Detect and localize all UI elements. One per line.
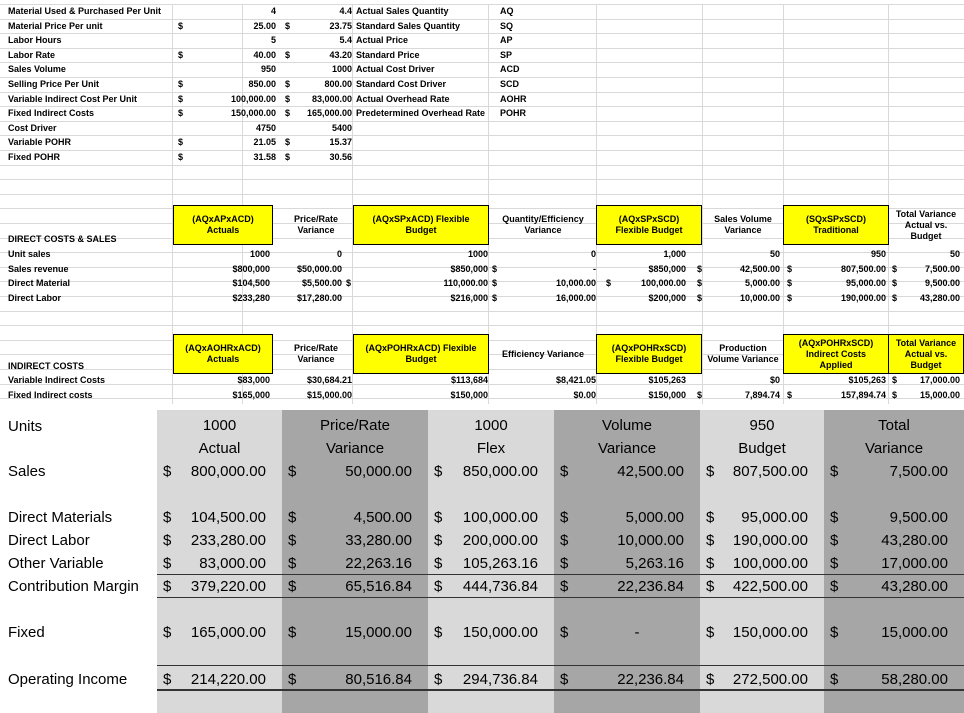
gridline (0, 165, 964, 166)
header-applied-text: (AQxPOHRxSCD) (798, 337, 874, 348)
row-label: Variable Indirect Costs (8, 375, 106, 385)
currency-sign: $ (163, 463, 172, 480)
param-name: Actual Sales Quantity (356, 6, 449, 16)
cell-applied: 157,894.74 (840, 389, 886, 400)
summary-value: 190,000.00 (732, 532, 808, 549)
currency-sign: $ (706, 671, 715, 688)
cell-qty-eff: - (593, 263, 596, 274)
summary-value: 422,500.00 (732, 578, 808, 595)
param-abbr: SP (500, 49, 513, 60)
param-value: 4 (270, 6, 276, 16)
summary-value: 165,000.00 (190, 624, 266, 641)
param-label: Fixed POHR (8, 152, 61, 162)
currency-sign: $ (288, 463, 297, 480)
gridline (0, 4, 964, 5)
cell-price-rate: $17,280.00 (296, 292, 342, 303)
cell-qty-eff: 10,000.00 (555, 278, 596, 289)
header-total-variance: Actual vs. (904, 219, 948, 230)
cell-price-rate: $15,000.00 (306, 389, 352, 400)
param-label: Fixed Indirect Costs (8, 108, 95, 119)
column-header-bottom: Variance (864, 440, 924, 457)
param-label: Cost Driver (8, 122, 57, 133)
cell-sales-volume: 42,500.00 (739, 263, 780, 274)
currency-sign: $ (697, 263, 703, 274)
gridline (0, 33, 964, 34)
cell-traditional: 807,500.00 (840, 263, 886, 274)
cell-production-volume: $0 (769, 375, 780, 385)
cell-price-rate: $5,500.00 (301, 278, 342, 289)
summary-value: 272,500.00 (732, 671, 808, 688)
cell-qty-eff: 0 (590, 249, 596, 259)
cell-total: 50 (949, 249, 960, 259)
summary-row-label: Other Variable (8, 555, 104, 572)
cell-flex2: $150,000 (648, 389, 686, 400)
units-label: Units (8, 418, 43, 435)
rule-line (157, 665, 964, 666)
header-flexible-budget-2-text: (AQxSPxSCD) (618, 214, 680, 224)
summary-value: 800,000.00 (190, 463, 266, 480)
summary-value: 233,280.00 (190, 532, 266, 549)
gridline (0, 179, 964, 180)
summary-value: - (634, 624, 640, 641)
summary-value: 15,000.00 (881, 624, 948, 641)
summary-value: 58,280.00 (881, 671, 948, 688)
summary-value: 379,220.00 (190, 578, 266, 595)
column-header-bottom: Actual (198, 440, 241, 457)
param-label: Material Price Per unit (8, 20, 103, 31)
section-title: DIRECT COSTS & SALES (8, 234, 117, 244)
currency-sign: $ (830, 671, 839, 688)
section-title: INDIRECT COSTS (8, 361, 85, 371)
cell-flex2: $105,263 (648, 375, 686, 385)
gridline (0, 325, 964, 326)
param-value: 850.00 (248, 79, 276, 89)
cell-flex: 1000 (467, 249, 488, 259)
cell-sales-volume: 50 (769, 249, 780, 259)
currency-sign: $ (560, 509, 569, 526)
currency-sign: $ (163, 532, 172, 549)
gridline (0, 194, 964, 195)
column-header-top: 950 (749, 417, 775, 434)
currency-sign: $ (163, 671, 172, 688)
currency-sign: $ (434, 509, 443, 526)
summary-value: 200,000.00 (462, 532, 538, 549)
header-indirect-price-rate: Price/Rate (293, 343, 339, 353)
column-header-top: Price/Rate (319, 417, 391, 434)
param-value: 15.37 (329, 137, 352, 148)
param-name: Standard Sales Quantity (356, 20, 461, 31)
currency-sign: $ (285, 152, 291, 162)
cell-flex2: 100,000.00 (640, 278, 686, 289)
currency-sign: $ (787, 263, 793, 274)
summary-value: 65,516.84 (345, 578, 412, 595)
param-value: 25.00 (253, 20, 276, 31)
currency-sign: $ (830, 578, 839, 595)
param-value: 40.00 (253, 49, 276, 60)
row-label: Direct Material (8, 278, 71, 289)
gridline (0, 48, 964, 49)
currency-sign: $ (163, 578, 172, 595)
currency-sign: $ (492, 263, 498, 274)
header-traditional-text: (SQxSPxSCD) (805, 214, 867, 224)
currency-sign: $ (830, 509, 839, 526)
param-value: 950 (260, 64, 276, 75)
gridline (0, 19, 964, 20)
param-value: 21.05 (253, 137, 276, 148)
row-label: Unit sales (8, 249, 51, 259)
param-name: Actual Price (356, 35, 409, 46)
currency-sign: $ (706, 578, 715, 595)
currency-sign: $ (830, 624, 839, 641)
currency-sign: $ (288, 578, 297, 595)
currency-sign: $ (288, 671, 297, 688)
currency-sign: $ (346, 278, 352, 289)
param-abbr: POHR (500, 108, 527, 119)
header-indirect-total-text: Total Variance (895, 337, 957, 348)
currency-sign: $ (560, 532, 569, 549)
header-price-rate: Price/Rate (293, 214, 339, 224)
currency-sign: $ (178, 20, 184, 31)
summary-value: 95,000.00 (741, 509, 808, 526)
cell-total: 43,280.00 (919, 292, 960, 303)
summary-value: 150,000.00 (732, 624, 808, 641)
param-value: 1000 (331, 64, 352, 75)
currency-sign: $ (288, 555, 297, 572)
row-label: Sales revenue (8, 263, 69, 274)
cell-sales-volume: 10,000.00 (739, 292, 780, 303)
cell-total: 9,500.00 (924, 278, 960, 289)
param-value: 5400 (331, 122, 352, 133)
param-abbr: AOHR (500, 93, 527, 104)
param-name: Standard Price (356, 49, 420, 60)
param-value: 100,000.00 (230, 93, 276, 104)
rule-line (157, 689, 964, 691)
param-value: 165,000.00 (306, 108, 352, 119)
cell-flex: $113,684 (450, 375, 488, 385)
cell-efficiency: $8,421.05 (555, 375, 596, 385)
summary-value: 100,000.00 (462, 509, 538, 526)
currency-sign: $ (285, 49, 291, 60)
currency-sign: $ (697, 278, 703, 289)
column-header-bottom: Flex (476, 440, 506, 457)
header-indirect-flexible-budget-text: (AQxPOHRxACD) Flexible (365, 343, 477, 353)
currency-sign: $ (492, 278, 498, 289)
param-value: 4750 (255, 122, 276, 133)
header-total-variance: Total Variance (895, 208, 957, 219)
currency-sign: $ (892, 263, 898, 274)
param-abbr: ACD (500, 64, 520, 75)
header-traditional-text: Traditional (813, 225, 859, 235)
summary-value: 43,280.00 (881, 532, 948, 549)
header-actuals-text: Actuals (206, 225, 240, 235)
cell-traditional: 95,000.00 (845, 278, 886, 289)
row-label: Fixed Indirect costs (8, 389, 93, 400)
param-value: 5 (270, 35, 276, 46)
param-label: Sales Volume (8, 64, 66, 75)
currency-sign: $ (560, 463, 569, 480)
param-label: Labor Rate (8, 49, 56, 60)
currency-sign: $ (288, 509, 297, 526)
param-value: 150,000.00 (230, 108, 276, 119)
gridline (0, 106, 964, 107)
column-header-bottom: Variance (325, 440, 385, 457)
summary-value: 22,236.84 (617, 671, 684, 688)
currency-sign: $ (787, 389, 793, 400)
summary-value: 5,000.00 (625, 509, 684, 526)
row-label: Direct Labor (8, 292, 62, 303)
summary-value: 9,500.00 (889, 509, 948, 526)
summary-value: 33,280.00 (345, 532, 412, 549)
currency-sign: $ (285, 93, 291, 104)
cell-actual: $104,500 (232, 278, 270, 289)
header-actuals-text: (AQxAPxACD) (192, 214, 254, 224)
header-indirect-actuals-text: Actuals (206, 354, 240, 364)
rule-line (157, 574, 964, 575)
summary-row-label: Sales (8, 463, 46, 480)
summary-row-label: Operating Income (8, 671, 128, 688)
cell-total: 17,000.00 (919, 375, 960, 385)
currency-sign: $ (560, 671, 569, 688)
column-header-bottom: Budget (738, 440, 786, 457)
currency-sign: $ (830, 532, 839, 549)
currency-sign: $ (787, 292, 793, 303)
cell-actual: $233,280 (232, 292, 270, 303)
currency-sign: $ (163, 555, 172, 572)
cell-applied: $105,263 (848, 375, 886, 385)
param-value: 800.00 (324, 79, 352, 89)
currency-sign: $ (706, 624, 715, 641)
currency-sign: $ (706, 509, 715, 526)
currency-sign: $ (697, 292, 703, 303)
header-flexible-budget-text: (AQxSPxACD) Flexible (372, 214, 470, 224)
currency-sign: $ (434, 555, 443, 572)
column-header-top: Volume (601, 417, 653, 434)
summary-row-label: Fixed (8, 624, 45, 641)
header-price-rate: Variance (297, 225, 335, 235)
header-quantity-efficiency: Quantity/Efficiency (502, 214, 584, 224)
currency-sign: $ (178, 79, 184, 89)
header-production-volume: Production (719, 343, 767, 353)
currency-sign: $ (560, 624, 569, 641)
header-applied-text: Indirect Costs (805, 348, 866, 359)
currency-sign: $ (492, 292, 498, 303)
param-name: Predetermined Overhead Rate (356, 108, 486, 119)
summary-value: 17,000.00 (881, 555, 948, 572)
summary-row-label: Direct Labor (8, 532, 90, 549)
currency-sign: $ (892, 292, 898, 303)
cell-total: 7,500.00 (924, 263, 960, 274)
header-efficiency: Efficiency Variance (501, 348, 585, 359)
summary-value: 43,280.00 (881, 578, 948, 595)
param-label: Labor Hours (8, 35, 62, 46)
summary-value: 214,220.00 (190, 671, 266, 688)
cell-price-rate: $50,000.00 (296, 263, 342, 274)
currency-sign: $ (706, 463, 715, 480)
summary-row-label: Contribution Margin (8, 578, 139, 595)
param-name: Actual Cost Driver (356, 64, 435, 75)
summary-value: 4,500.00 (353, 509, 412, 526)
gridline (0, 135, 964, 136)
cell-flex2: 1,000 (663, 249, 686, 259)
currency-sign: $ (434, 624, 443, 641)
summary-value: 50,000.00 (345, 463, 412, 480)
header-quantity-efficiency: Variance (524, 225, 562, 235)
header-indirect-flexible-budget-text: Budget (405, 354, 437, 364)
currency-sign: $ (892, 389, 898, 400)
param-abbr: SCD (500, 79, 520, 89)
summary-value: 150,000.00 (462, 624, 538, 641)
currency-sign: $ (288, 532, 297, 549)
gridline (0, 92, 964, 93)
header-indirect-total-text: Budget (910, 359, 942, 370)
param-value: 4.4 (339, 6, 352, 16)
cell-flex: $216,000 (450, 292, 488, 303)
header-indirect-flexible-budget-2-text: Flexible Budget (615, 354, 683, 364)
currency-sign: $ (178, 152, 184, 162)
summary-value: 7,500.00 (889, 463, 948, 480)
cell-flex: $850,000 (450, 263, 488, 274)
header-flexible-budget-2-text: Flexible Budget (615, 225, 683, 235)
currency-sign: $ (178, 137, 184, 148)
cell-actual: $800,000 (232, 263, 270, 274)
currency-sign: $ (285, 137, 291, 148)
header-sales-volume: Variance (724, 225, 762, 235)
summary-row-label: Direct Materials (8, 509, 113, 526)
gridline (0, 311, 964, 312)
summary-value: 807,500.00 (732, 463, 808, 480)
currency-sign: $ (178, 108, 184, 119)
cell-actual: $165,000 (232, 389, 270, 400)
summary-value: 22,236.84 (617, 578, 684, 595)
rule-line (157, 597, 964, 598)
currency-sign: $ (163, 509, 172, 526)
header-flexible-budget-text: Budget (405, 225, 437, 235)
summary-value: 10,000.00 (617, 532, 684, 549)
header-indirect-actuals-text: (AQxAOHRxACD) (185, 343, 261, 353)
currency-sign: $ (706, 532, 715, 549)
currency-sign: $ (697, 389, 703, 400)
param-label: Selling Price Per Unit (8, 79, 100, 89)
summary-value: 15,000.00 (345, 624, 412, 641)
param-value: 43.20 (329, 49, 352, 60)
header-indirect-price-rate: Variance (297, 354, 335, 364)
currency-sign: $ (285, 79, 291, 89)
currency-sign: $ (285, 20, 291, 31)
header-indirect-flexible-budget-2-text: (AQxPOHRxSCD) (611, 343, 687, 353)
currency-sign: $ (434, 578, 443, 595)
currency-sign: $ (706, 555, 715, 572)
header-production-volume: Volume Variance (707, 354, 779, 364)
gridline (0, 121, 964, 122)
currency-sign: $ (830, 555, 839, 572)
currency-sign: $ (178, 49, 184, 60)
summary-value: 83,000.00 (199, 555, 266, 572)
cell-price-rate: $30,684.21 (306, 375, 352, 385)
cell-qty-eff: 16,000.00 (555, 292, 596, 303)
currency-sign: $ (830, 463, 839, 480)
summary-value: 294,736.84 (462, 671, 538, 688)
cell-actual: $83,000 (237, 375, 270, 385)
header-sales-volume: Sales Volume (714, 214, 772, 224)
summary-value: 444,736.84 (462, 578, 538, 595)
cell-flex2: $200,000 (648, 292, 686, 303)
currency-sign: $ (434, 463, 443, 480)
param-value: 83,000.00 (311, 93, 352, 104)
param-value: 23.75 (329, 20, 352, 31)
param-abbr: SQ (500, 20, 514, 31)
header-applied-text: Applied (819, 359, 853, 370)
cell-production-volume: 7,894.74 (744, 389, 780, 400)
currency-sign: $ (285, 108, 291, 119)
param-label: Variable Indirect Cost Per Unit (8, 93, 138, 104)
header-indirect-total-text: Actual vs. (904, 348, 948, 359)
cell-price-rate: 0 (336, 249, 342, 259)
cell-traditional: 950 (870, 249, 886, 259)
param-name: Actual Overhead Rate (356, 93, 450, 104)
currency-sign: $ (434, 532, 443, 549)
param-name: Standard Cost Driver (356, 79, 447, 89)
param-label: Material Used & Purchased Per Unit (8, 6, 162, 16)
param-abbr: AP (500, 35, 513, 46)
param-value: 30.56 (329, 152, 352, 162)
currency-sign: $ (892, 278, 898, 289)
summary-value: 5,263.16 (625, 555, 684, 572)
currency-sign: $ (178, 93, 184, 104)
cell-efficiency: $0.00 (573, 389, 596, 400)
param-abbr: AQ (500, 6, 514, 16)
summary-value: 105,263.16 (462, 555, 538, 572)
cell-sales-volume: 5,000.00 (744, 278, 780, 289)
currency-sign: $ (560, 555, 569, 572)
summary-value: 104,500.00 (190, 509, 266, 526)
cell-total: 15,000.00 (919, 389, 960, 400)
cell-flex: 110,000.00 (443, 278, 488, 289)
column-header-top: 1000 (202, 417, 237, 434)
param-value: 5.4 (339, 35, 352, 46)
cell-traditional: 190,000.00 (840, 292, 886, 303)
summary-value: 850,000.00 (462, 463, 538, 480)
summary-value: 42,500.00 (617, 463, 684, 480)
param-value: 31.58 (253, 152, 276, 162)
column-header-bottom: Variance (597, 440, 657, 457)
currency-sign: $ (560, 578, 569, 595)
currency-sign: $ (787, 278, 793, 289)
summary-value: 100,000.00 (732, 555, 808, 572)
param-label: Variable POHR (8, 137, 72, 148)
currency-sign: $ (606, 278, 612, 289)
gridline (0, 77, 964, 78)
gridline (0, 62, 964, 63)
cell-flex: $150,000 (450, 389, 488, 400)
currency-sign: $ (288, 624, 297, 641)
currency-sign: $ (892, 375, 898, 385)
currency-sign: $ (434, 671, 443, 688)
cell-flex2: $850,000 (648, 263, 686, 274)
header-total-variance: Budget (910, 230, 942, 241)
column-header-top: Total (878, 417, 910, 434)
currency-sign: $ (163, 624, 172, 641)
cell-actual: 1000 (249, 249, 270, 259)
gridline (0, 150, 964, 151)
column-header-top: 1000 (474, 417, 508, 434)
summary-value: 22,263.16 (345, 555, 412, 572)
summary-value: 80,516.84 (345, 671, 412, 688)
